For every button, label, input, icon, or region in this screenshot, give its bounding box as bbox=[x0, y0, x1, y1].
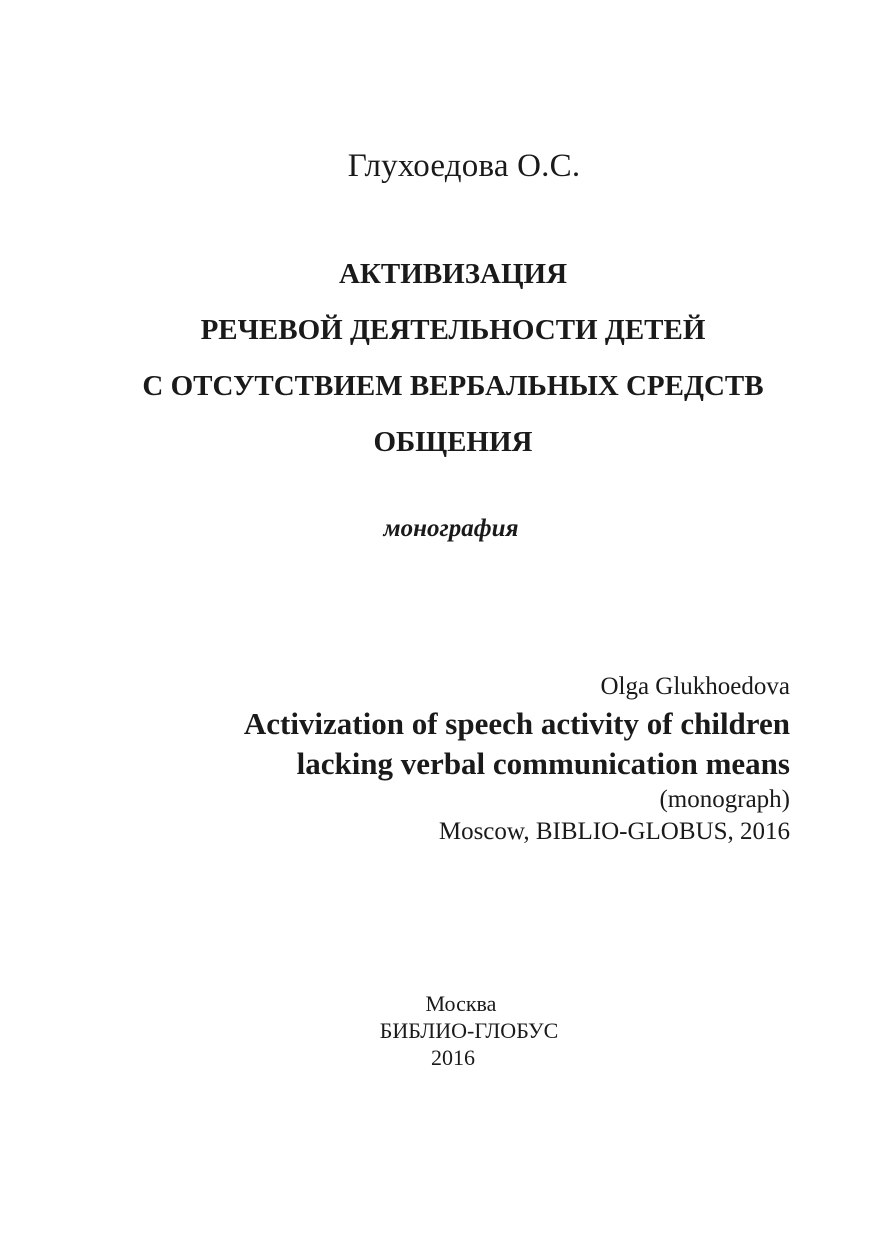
imprint-year: 2016 bbox=[431, 1045, 475, 1070]
title-line: ОБЩЕНИЯ bbox=[373, 426, 533, 458]
title-line: С ОТСУТСТВИЕМ ВЕРБАЛЬНЫХ СРЕДСТВ bbox=[142, 370, 764, 402]
title-line: АКТИВИЗАЦИЯ bbox=[338, 258, 568, 290]
imprint-publisher: БИБЛИО-ГЛОБУС bbox=[379, 1018, 559, 1043]
imprint-en: Moscow, BIBLIO-GLOBUS, 2016 bbox=[438, 818, 790, 845]
book-title-en bbox=[70, 704, 790, 784]
author-name-en: Olga Glukhoedova bbox=[600, 673, 790, 700]
author-name-ru: Глухоедова О.С. bbox=[347, 148, 581, 184]
imprint-city: Москва bbox=[425, 991, 497, 1016]
title-line: РЕЧЕВОЙ ДЕЯТЕЛЬНОСТИ ДЕТЕЙ bbox=[200, 314, 706, 346]
genre-label-ru: монография bbox=[383, 515, 519, 542]
book-title-ru bbox=[0, 252, 876, 476]
english-summary bbox=[70, 670, 790, 848]
title-line-en: lacking verbal communication means bbox=[296, 746, 790, 781]
title-line-en: Activization of speech activity of children bbox=[243, 706, 790, 741]
genre-label-en: (monograph) bbox=[659, 786, 790, 813]
imprint-ru bbox=[0, 990, 876, 1071]
